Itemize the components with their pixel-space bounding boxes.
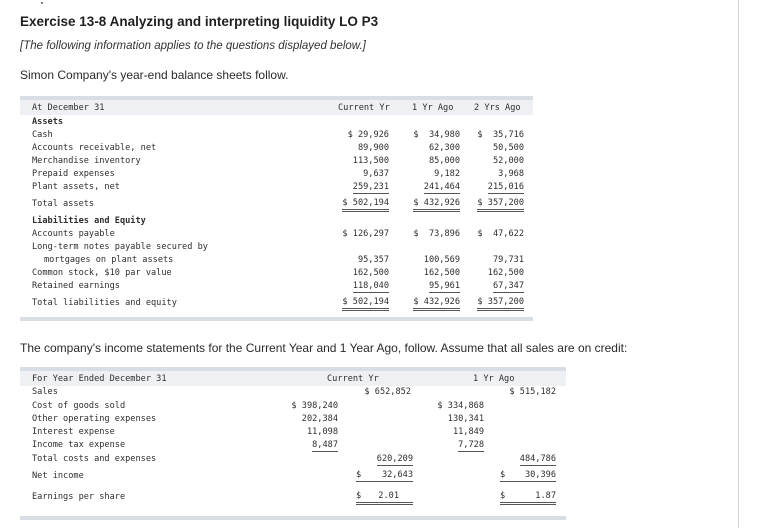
balance-sheet-table bbox=[20, 96, 533, 321]
cogs-label: Cost of goods sold bbox=[32, 401, 126, 411]
net-income-current-symbol: $ bbox=[356, 470, 362, 480]
retained-earnings-1yr-value: 95,961 bbox=[428, 281, 460, 291]
eps-current-symbol: $ bbox=[356, 491, 362, 501]
net-income-current bbox=[356, 470, 413, 482]
retained-earnings-2yr bbox=[466, 281, 524, 291]
total-costs-current bbox=[356, 454, 413, 464]
ar-2yr: 50,500 bbox=[492, 143, 524, 153]
other-opex-label: Other operating expenses bbox=[32, 414, 157, 424]
exercise-title: Exercise 13-8 Analyzing and interpreting liquidity LO P3 bbox=[20, 14, 379, 29]
total-costs-1yr bbox=[500, 454, 556, 464]
cash-2yr: $ 35,716 bbox=[477, 130, 524, 140]
plant-1yr bbox=[400, 182, 460, 192]
interest-1yr: 11,849 bbox=[452, 427, 484, 437]
net-income-current-underline bbox=[356, 470, 413, 482]
plant-label: Plant assets, net bbox=[32, 182, 120, 192]
total-le-label: Total liabilities and equity bbox=[32, 298, 177, 308]
prepaid-label: Prepaid expenses bbox=[32, 169, 115, 179]
total-le-2yr bbox=[466, 297, 524, 307]
balance-sheet-intro: Simon Company's year-end balance sheets follow. bbox=[20, 68, 289, 82]
inventory-current: 113,500 bbox=[352, 156, 389, 166]
bs-col-2yr: 2 Yrs Ago bbox=[474, 103, 521, 113]
common-stock-current: 162,500 bbox=[352, 268, 389, 278]
plant-1yr-value: 241,464 bbox=[423, 182, 460, 192]
ltn-current: 95,357 bbox=[357, 255, 389, 265]
inventory-label: Merchandise inventory bbox=[32, 156, 141, 166]
total-le-1yr-value: $ 432,926 bbox=[413, 297, 460, 311]
retained-earnings-2yr-value: 67,347 bbox=[492, 281, 524, 291]
total-le-current-value: $ 502,194 bbox=[342, 297, 389, 311]
assets-heading: Assets bbox=[32, 117, 64, 127]
total-assets-2yr-value: $ 357,200 bbox=[477, 198, 524, 212]
is-col-1yr: 1 Yr Ago bbox=[473, 374, 515, 384]
total-le-2yr-value: $ 357,200 bbox=[477, 297, 524, 311]
prepaid-1yr: 9,182 bbox=[434, 169, 460, 179]
total-assets-1yr-value: $ 432,926 bbox=[413, 198, 460, 212]
ar-label: Accounts receivable, net bbox=[32, 143, 157, 153]
total-le-1yr bbox=[400, 297, 460, 307]
retained-earnings-current bbox=[332, 281, 389, 291]
is-col-current: Current Yr bbox=[327, 374, 379, 384]
ap-2yr: $ 47,622 bbox=[477, 229, 524, 239]
income-statement-intro: The company's income statements for the Current Year and 1 Year Ago, follow. Assume that all sales are on credit: bbox=[20, 341, 628, 355]
net-income-1yr-underline bbox=[500, 470, 556, 482]
bs-col-1yr: 1 Yr Ago bbox=[412, 103, 454, 113]
total-costs-1yr-value: 484,786 bbox=[519, 454, 556, 464]
ltn-label-line1: Long-term notes payable secured by bbox=[32, 242, 208, 252]
net-income-1yr-symbol: $ bbox=[500, 470, 506, 480]
total-assets-1yr bbox=[400, 198, 460, 208]
eps-label: Earnings per share bbox=[32, 492, 126, 502]
cogs-1yr: $ 334,868 bbox=[437, 401, 484, 411]
plant-2yr bbox=[466, 182, 524, 192]
ltn-1yr: 100,569 bbox=[423, 255, 460, 265]
income-statement-table bbox=[20, 367, 566, 520]
plant-2yr-value: 215,016 bbox=[487, 182, 524, 192]
common-stock-1yr: 162,500 bbox=[423, 268, 460, 278]
sales-current: $ 652,852 bbox=[364, 387, 411, 397]
retained-earnings-1yr bbox=[400, 281, 460, 291]
eps-1yr-value: 1.87 bbox=[535, 491, 556, 501]
total-le-current bbox=[332, 297, 389, 307]
net-income-label: Net income bbox=[32, 471, 84, 481]
prepaid-current: 9,637 bbox=[363, 169, 389, 179]
bs-col-current: Current Yr bbox=[338, 103, 390, 113]
total-assets-current bbox=[332, 198, 389, 208]
stray-dot bbox=[41, 2, 43, 4]
eps-current-underline bbox=[356, 491, 413, 505]
cash-1yr: $ 34,980 bbox=[413, 130, 460, 140]
eps-current bbox=[356, 491, 413, 505]
ar-1yr: 62,300 bbox=[428, 143, 460, 153]
eps-1yr-underline bbox=[500, 491, 556, 505]
retained-earnings-label: Retained earnings bbox=[32, 281, 120, 291]
inventory-1yr: 85,000 bbox=[428, 156, 460, 166]
retained-earnings-current-value: 118,040 bbox=[352, 281, 389, 291]
total-costs-current-value: 620,209 bbox=[376, 454, 413, 464]
tax-1yr bbox=[426, 440, 484, 450]
sales-1yr: $ 515,182 bbox=[509, 387, 556, 397]
other-opex-1yr: 130,341 bbox=[447, 414, 484, 424]
other-opex-current: 202,384 bbox=[301, 414, 338, 424]
inventory-2yr: 52,000 bbox=[492, 156, 524, 166]
net-income-1yr-value: 30,396 bbox=[524, 470, 556, 480]
eps-1yr bbox=[500, 491, 556, 505]
cogs-current: $ 398,240 bbox=[291, 401, 338, 411]
common-stock-2yr: 162,500 bbox=[487, 268, 524, 278]
ap-label: Accounts payable bbox=[32, 229, 115, 239]
bs-header-label: At December 31 bbox=[32, 103, 105, 113]
ap-1yr: $ 73,896 bbox=[413, 229, 460, 239]
interest-current: 11,098 bbox=[306, 427, 338, 437]
total-assets-label: Total assets bbox=[32, 199, 95, 209]
liabilities-equity-heading: Liabilities and Equity bbox=[32, 216, 146, 226]
tax-current-value: 8,487 bbox=[312, 440, 338, 450]
plant-current-value: 259,231 bbox=[352, 182, 389, 192]
is-header-label: For Year Ended December 31 bbox=[32, 374, 167, 384]
prepaid-2yr: 3,968 bbox=[498, 169, 524, 179]
page-divider bbox=[738, 0, 739, 528]
exercise-subtitle: [The following information applies to the questions displayed below.] bbox=[20, 40, 366, 52]
ap-current: $ 126,297 bbox=[342, 229, 389, 239]
eps-1yr-symbol: $ bbox=[500, 491, 506, 501]
eps-current-value: 2.01 bbox=[378, 491, 399, 501]
total-costs-label: Total costs and expenses bbox=[32, 454, 157, 464]
tax-current bbox=[280, 440, 338, 450]
ltn-label-line2: mortgages on plant assets bbox=[44, 255, 174, 265]
ar-current: 89,900 bbox=[357, 143, 389, 153]
sales-label: Sales bbox=[32, 387, 58, 397]
common-stock-label: Common stock, $10 par value bbox=[32, 268, 172, 278]
total-assets-current-value: $ 502,194 bbox=[342, 198, 389, 212]
tax-1yr-value: 7,728 bbox=[458, 440, 484, 450]
tax-label: Income tax expense bbox=[32, 440, 126, 450]
cash-current: $ 29,926 bbox=[347, 130, 389, 140]
interest-label: Interest expense bbox=[32, 427, 115, 437]
ltn-2yr: 79,731 bbox=[492, 255, 524, 265]
net-income-1yr bbox=[500, 470, 556, 482]
cash-label: Cash bbox=[32, 130, 53, 140]
net-income-current-value: 32,643 bbox=[381, 470, 413, 480]
total-assets-2yr bbox=[466, 198, 524, 208]
plant-current bbox=[332, 182, 389, 192]
